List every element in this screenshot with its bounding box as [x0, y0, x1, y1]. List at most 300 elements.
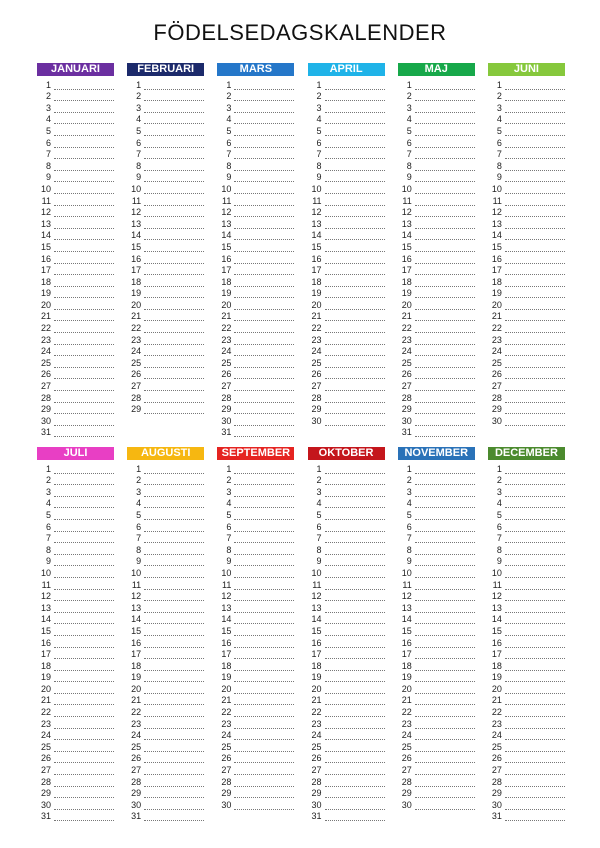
entry-line[interactable] [234, 370, 294, 379]
entry-line[interactable] [415, 778, 475, 787]
entry-line[interactable] [505, 639, 565, 648]
entry-line[interactable] [325, 359, 385, 368]
entry-line[interactable] [505, 812, 565, 821]
entry-line[interactable] [325, 546, 385, 555]
entry-line[interactable] [415, 139, 475, 148]
entry-line[interactable] [325, 382, 385, 391]
entry-line[interactable] [415, 615, 475, 624]
entry-line[interactable] [505, 778, 565, 787]
entry-line[interactable] [415, 336, 475, 345]
entry-line[interactable] [325, 173, 385, 182]
entry-line[interactable] [144, 289, 204, 298]
entry-line[interactable] [415, 488, 475, 497]
entry-line[interactable] [325, 336, 385, 345]
entry-line[interactable] [234, 405, 294, 414]
entry-line[interactable] [234, 312, 294, 321]
entry-line[interactable] [325, 557, 385, 566]
entry-line[interactable] [505, 231, 565, 240]
entry-line[interactable] [415, 394, 475, 403]
entry-line[interactable] [234, 662, 294, 671]
entry-line[interactable] [54, 615, 114, 624]
entry-line[interactable] [144, 243, 204, 252]
entry-line[interactable] [234, 255, 294, 264]
entry-line[interactable] [234, 639, 294, 648]
entry-line[interactable] [325, 197, 385, 206]
entry-line[interactable] [144, 754, 204, 763]
entry-line[interactable] [144, 324, 204, 333]
entry-line[interactable] [54, 569, 114, 578]
entry-line[interactable] [325, 662, 385, 671]
entry-line[interactable] [54, 115, 114, 124]
entry-line[interactable] [54, 511, 114, 520]
entry-line[interactable] [54, 104, 114, 113]
entry-line[interactable] [234, 685, 294, 694]
entry-line[interactable] [505, 569, 565, 578]
entry-line[interactable] [505, 220, 565, 229]
entry-line[interactable] [415, 569, 475, 578]
entry-line[interactable] [144, 266, 204, 275]
entry-line[interactable] [234, 754, 294, 763]
entry-line[interactable] [415, 197, 475, 206]
entry-line[interactable] [234, 417, 294, 426]
entry-line[interactable] [54, 139, 114, 148]
entry-line[interactable] [325, 685, 385, 694]
entry-line[interactable] [325, 92, 385, 101]
entry-line[interactable] [325, 465, 385, 474]
entry-line[interactable] [505, 162, 565, 171]
entry-line[interactable] [234, 801, 294, 810]
entry-line[interactable] [325, 127, 385, 136]
entry-line[interactable] [505, 324, 565, 333]
entry-line[interactable] [415, 81, 475, 90]
entry-line[interactable] [234, 789, 294, 798]
entry-line[interactable] [415, 720, 475, 729]
entry-line[interactable] [54, 488, 114, 497]
entry-line[interactable] [234, 569, 294, 578]
entry-line[interactable] [415, 604, 475, 613]
entry-line[interactable] [144, 720, 204, 729]
entry-line[interactable] [325, 731, 385, 740]
entry-line[interactable] [415, 523, 475, 532]
entry-line[interactable] [54, 231, 114, 240]
entry-line[interactable] [144, 81, 204, 90]
entry-line[interactable] [415, 370, 475, 379]
entry-line[interactable] [505, 394, 565, 403]
entry-line[interactable] [144, 139, 204, 148]
entry-line[interactable] [234, 92, 294, 101]
entry-line[interactable] [325, 301, 385, 310]
entry-line[interactable] [234, 243, 294, 252]
entry-line[interactable] [54, 289, 114, 298]
entry-line[interactable] [415, 278, 475, 287]
entry-line[interactable] [415, 220, 475, 229]
entry-line[interactable] [234, 592, 294, 601]
entry-line[interactable] [54, 557, 114, 566]
entry-line[interactable] [234, 766, 294, 775]
entry-line[interactable] [415, 162, 475, 171]
entry-line[interactable] [415, 312, 475, 321]
entry-line[interactable] [415, 92, 475, 101]
entry-line[interactable] [54, 197, 114, 206]
entry-line[interactable] [144, 581, 204, 590]
entry-line[interactable] [415, 662, 475, 671]
entry-line[interactable] [505, 208, 565, 217]
entry-line[interactable] [234, 336, 294, 345]
entry-line[interactable] [144, 592, 204, 601]
entry-line[interactable] [415, 266, 475, 275]
entry-line[interactable] [415, 104, 475, 113]
entry-line[interactable] [325, 417, 385, 426]
entry-line[interactable] [144, 312, 204, 321]
entry-line[interactable] [505, 289, 565, 298]
entry-line[interactable] [505, 150, 565, 159]
entry-line[interactable] [505, 173, 565, 182]
entry-line[interactable] [54, 789, 114, 798]
entry-line[interactable] [505, 197, 565, 206]
entry-line[interactable] [144, 662, 204, 671]
entry-line[interactable] [505, 359, 565, 368]
entry-line[interactable] [144, 185, 204, 194]
entry-line[interactable] [144, 615, 204, 624]
entry-line[interactable] [325, 162, 385, 171]
entry-line[interactable] [144, 731, 204, 740]
entry-line[interactable] [325, 696, 385, 705]
entry-line[interactable] [415, 789, 475, 798]
entry-line[interactable] [234, 581, 294, 590]
entry-line[interactable] [144, 220, 204, 229]
entry-line[interactable] [144, 405, 204, 414]
entry-line[interactable] [415, 382, 475, 391]
entry-line[interactable] [144, 301, 204, 310]
entry-line[interactable] [415, 127, 475, 136]
entry-line[interactable] [234, 476, 294, 485]
entry-line[interactable] [505, 465, 565, 474]
entry-line[interactable] [144, 150, 204, 159]
entry-line[interactable] [144, 569, 204, 578]
entry-line[interactable] [54, 534, 114, 543]
entry-line[interactable] [144, 278, 204, 287]
entry-line[interactable] [505, 511, 565, 520]
entry-line[interactable] [144, 231, 204, 240]
entry-line[interactable] [325, 720, 385, 729]
entry-line[interactable] [505, 104, 565, 113]
entry-line[interactable] [415, 243, 475, 252]
entry-line[interactable] [144, 336, 204, 345]
entry-line[interactable] [505, 499, 565, 508]
entry-line[interactable] [144, 197, 204, 206]
entry-line[interactable] [325, 581, 385, 590]
entry-line[interactable] [415, 639, 475, 648]
entry-line[interactable] [54, 92, 114, 101]
entry-line[interactable] [415, 708, 475, 717]
entry-line[interactable] [415, 255, 475, 264]
entry-line[interactable] [54, 673, 114, 682]
entry-line[interactable] [505, 255, 565, 264]
entry-line[interactable] [234, 557, 294, 566]
entry-line[interactable] [325, 289, 385, 298]
entry-line[interactable] [144, 173, 204, 182]
entry-line[interactable] [505, 312, 565, 321]
entry-line[interactable] [505, 743, 565, 752]
entry-line[interactable] [54, 324, 114, 333]
entry-line[interactable] [505, 731, 565, 740]
entry-line[interactable] [415, 231, 475, 240]
entry-line[interactable] [325, 812, 385, 821]
entry-line[interactable] [54, 592, 114, 601]
entry-line[interactable] [234, 289, 294, 298]
entry-line[interactable] [234, 127, 294, 136]
entry-line[interactable] [234, 499, 294, 508]
entry-line[interactable] [144, 370, 204, 379]
entry-line[interactable] [325, 312, 385, 321]
entry-line[interactable] [54, 312, 114, 321]
entry-line[interactable] [415, 185, 475, 194]
entry-line[interactable] [505, 139, 565, 148]
entry-line[interactable] [415, 347, 475, 356]
entry-line[interactable] [325, 278, 385, 287]
entry-line[interactable] [505, 685, 565, 694]
entry-line[interactable] [234, 104, 294, 113]
entry-line[interactable] [505, 673, 565, 682]
entry-line[interactable] [325, 405, 385, 414]
entry-line[interactable] [325, 139, 385, 148]
entry-line[interactable] [505, 347, 565, 356]
entry-line[interactable] [54, 720, 114, 729]
entry-line[interactable] [54, 581, 114, 590]
entry-line[interactable] [54, 301, 114, 310]
entry-line[interactable] [144, 778, 204, 787]
entry-line[interactable] [144, 708, 204, 717]
entry-line[interactable] [234, 347, 294, 356]
entry-line[interactable] [234, 301, 294, 310]
entry-line[interactable] [54, 173, 114, 182]
entry-line[interactable] [325, 370, 385, 379]
entry-line[interactable] [54, 604, 114, 613]
entry-line[interactable] [505, 278, 565, 287]
entry-line[interactable] [415, 534, 475, 543]
entry-line[interactable] [144, 465, 204, 474]
entry-line[interactable] [144, 812, 204, 821]
entry-line[interactable] [234, 81, 294, 90]
entry-line[interactable] [325, 476, 385, 485]
entry-line[interactable] [415, 324, 475, 333]
entry-line[interactable] [144, 499, 204, 508]
entry-line[interactable] [54, 650, 114, 659]
entry-line[interactable] [505, 557, 565, 566]
entry-line[interactable] [54, 417, 114, 426]
entry-line[interactable] [234, 162, 294, 171]
entry-line[interactable] [325, 185, 385, 194]
entry-line[interactable] [54, 546, 114, 555]
entry-line[interactable] [415, 801, 475, 810]
entry-line[interactable] [234, 173, 294, 182]
entry-line[interactable] [325, 220, 385, 229]
entry-line[interactable] [325, 243, 385, 252]
entry-line[interactable] [325, 488, 385, 497]
entry-line[interactable] [505, 92, 565, 101]
entry-line[interactable] [325, 255, 385, 264]
entry-line[interactable] [54, 801, 114, 810]
entry-line[interactable] [54, 382, 114, 391]
entry-line[interactable] [234, 220, 294, 229]
entry-line[interactable] [54, 370, 114, 379]
entry-line[interactable] [505, 243, 565, 252]
entry-line[interactable] [144, 743, 204, 752]
entry-line[interactable] [505, 266, 565, 275]
entry-line[interactable] [234, 673, 294, 682]
entry-line[interactable] [325, 511, 385, 520]
entry-line[interactable] [144, 382, 204, 391]
entry-line[interactable] [415, 766, 475, 775]
entry-line[interactable] [54, 662, 114, 671]
entry-line[interactable] [325, 104, 385, 113]
entry-line[interactable] [144, 557, 204, 566]
entry-line[interactable] [144, 127, 204, 136]
entry-line[interactable] [144, 511, 204, 520]
entry-line[interactable] [415, 685, 475, 694]
entry-line[interactable] [54, 743, 114, 752]
entry-line[interactable] [234, 324, 294, 333]
entry-line[interactable] [415, 405, 475, 414]
entry-line[interactable] [144, 104, 204, 113]
entry-line[interactable] [325, 324, 385, 333]
entry-line[interactable] [415, 208, 475, 217]
entry-line[interactable] [505, 185, 565, 194]
entry-line[interactable] [54, 523, 114, 532]
entry-line[interactable] [234, 231, 294, 240]
entry-line[interactable] [505, 336, 565, 345]
entry-line[interactable] [325, 754, 385, 763]
entry-line[interactable] [505, 488, 565, 497]
entry-line[interactable] [54, 731, 114, 740]
entry-line[interactable] [505, 546, 565, 555]
entry-line[interactable] [505, 766, 565, 775]
entry-line[interactable] [144, 627, 204, 636]
entry-line[interactable] [325, 743, 385, 752]
entry-line[interactable] [415, 150, 475, 159]
entry-line[interactable] [144, 673, 204, 682]
entry-line[interactable] [144, 534, 204, 543]
entry-line[interactable] [234, 696, 294, 705]
entry-line[interactable] [54, 220, 114, 229]
entry-line[interactable] [415, 428, 475, 437]
entry-line[interactable] [505, 696, 565, 705]
entry-line[interactable] [505, 301, 565, 310]
entry-line[interactable] [234, 197, 294, 206]
entry-line[interactable] [234, 465, 294, 474]
entry-line[interactable] [144, 162, 204, 171]
entry-line[interactable] [325, 499, 385, 508]
entry-line[interactable] [144, 523, 204, 532]
entry-line[interactable] [54, 465, 114, 474]
entry-line[interactable] [234, 278, 294, 287]
entry-line[interactable] [325, 394, 385, 403]
entry-line[interactable] [234, 708, 294, 717]
entry-line[interactable] [415, 173, 475, 182]
entry-line[interactable] [505, 382, 565, 391]
entry-line[interactable] [144, 255, 204, 264]
entry-line[interactable] [505, 534, 565, 543]
entry-line[interactable] [234, 731, 294, 740]
entry-line[interactable] [144, 789, 204, 798]
entry-line[interactable] [54, 127, 114, 136]
entry-line[interactable] [325, 801, 385, 810]
entry-line[interactable] [505, 127, 565, 136]
entry-line[interactable] [415, 465, 475, 474]
entry-line[interactable] [54, 685, 114, 694]
entry-line[interactable] [415, 546, 475, 555]
entry-line[interactable] [54, 150, 114, 159]
entry-line[interactable] [54, 766, 114, 775]
entry-line[interactable] [415, 511, 475, 520]
entry-line[interactable] [54, 499, 114, 508]
entry-line[interactable] [144, 696, 204, 705]
entry-line[interactable] [234, 604, 294, 613]
entry-line[interactable] [54, 336, 114, 345]
entry-line[interactable] [54, 266, 114, 275]
entry-line[interactable] [54, 405, 114, 414]
entry-line[interactable] [325, 592, 385, 601]
entry-line[interactable] [144, 347, 204, 356]
entry-line[interactable] [505, 81, 565, 90]
entry-line[interactable] [505, 754, 565, 763]
entry-line[interactable] [415, 289, 475, 298]
entry-line[interactable] [54, 754, 114, 763]
entry-line[interactable] [54, 778, 114, 787]
entry-line[interactable] [234, 720, 294, 729]
entry-line[interactable] [234, 534, 294, 543]
entry-line[interactable] [234, 650, 294, 659]
entry-line[interactable] [505, 370, 565, 379]
entry-line[interactable] [54, 255, 114, 264]
entry-line[interactable] [505, 708, 565, 717]
entry-line[interactable] [234, 546, 294, 555]
entry-line[interactable] [325, 789, 385, 798]
entry-line[interactable] [54, 627, 114, 636]
entry-line[interactable] [505, 581, 565, 590]
entry-line[interactable] [234, 266, 294, 275]
entry-line[interactable] [325, 569, 385, 578]
entry-line[interactable] [325, 778, 385, 787]
entry-line[interactable] [234, 115, 294, 124]
entry-line[interactable] [325, 150, 385, 159]
entry-line[interactable] [144, 639, 204, 648]
entry-line[interactable] [505, 801, 565, 810]
entry-line[interactable] [325, 650, 385, 659]
entry-line[interactable] [415, 499, 475, 508]
entry-line[interactable] [144, 604, 204, 613]
entry-line[interactable] [415, 627, 475, 636]
entry-line[interactable] [144, 394, 204, 403]
entry-line[interactable] [144, 546, 204, 555]
entry-line[interactable] [54, 812, 114, 821]
entry-line[interactable] [234, 150, 294, 159]
entry-line[interactable] [144, 115, 204, 124]
entry-line[interactable] [505, 476, 565, 485]
entry-line[interactable] [144, 92, 204, 101]
entry-line[interactable] [144, 476, 204, 485]
entry-line[interactable] [415, 592, 475, 601]
entry-line[interactable] [415, 476, 475, 485]
entry-line[interactable] [325, 615, 385, 624]
entry-line[interactable] [325, 627, 385, 636]
entry-line[interactable] [505, 523, 565, 532]
entry-line[interactable] [54, 394, 114, 403]
entry-line[interactable] [54, 428, 114, 437]
entry-line[interactable] [325, 266, 385, 275]
entry-line[interactable] [54, 185, 114, 194]
entry-line[interactable] [415, 301, 475, 310]
